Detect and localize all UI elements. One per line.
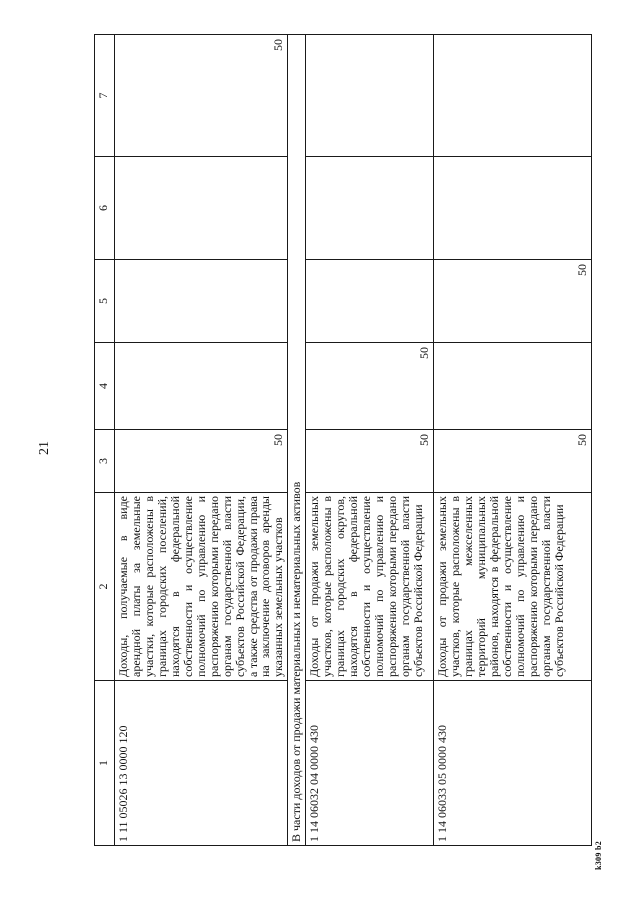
table-container	[94, 39, 612, 846]
header-row	[95, 35, 115, 846]
page-number: 21	[37, 441, 52, 455]
header-cell: 3	[95, 430, 115, 493]
row-value	[115, 157, 288, 260]
row-value: 50	[115, 430, 288, 493]
row-value: 50	[306, 430, 434, 493]
row-value: 50	[306, 343, 434, 430]
row-code: 1 11 05026 13 0000 120	[115, 681, 288, 846]
row-value	[306, 260, 434, 343]
revenue-table	[94, 34, 592, 846]
header-cell: 6	[95, 157, 115, 260]
row-value	[115, 260, 288, 343]
row-value	[306, 157, 434, 260]
rotated-table-wrapper	[94, 39, 612, 846]
row-name: Доходы от продажи земельных участков, которые расположены в границах городских округов, находятся в федеральной собственности и осуществление полномочий по управлению и распоряжению которыми передано органам государственной власти субъектов Российской Федерации	[306, 493, 434, 681]
row-value	[115, 343, 288, 430]
row-code: 1 14 06032 04 0000 430	[306, 681, 434, 846]
header-cell: 1	[95, 681, 115, 846]
row-value: 50	[115, 35, 288, 157]
section-title: В части доходов от продажи материальных и нематериальных активов	[288, 35, 306, 846]
section-row	[288, 35, 306, 846]
header-cell: 2	[95, 493, 115, 681]
table-row	[306, 35, 434, 846]
row-value	[434, 157, 592, 260]
row-value: 50	[434, 430, 592, 493]
row-value	[434, 35, 592, 157]
row-name: Доходы от продажи земельных участков, которые расположены в границах межселенных территорий муниципальных районов, находятся в федеральной собственности и осуществление полномочий по управлению и распоряжению которыми передано органам государственной власти субъектов Российской Федерации	[434, 493, 592, 681]
row-value	[434, 343, 592, 430]
header-cell: 7	[95, 35, 115, 157]
print-code: k309 b2	[594, 841, 603, 870]
row-value	[306, 35, 434, 157]
row-name: Доходы, получаемые в виде арендной платы за земельные участки, которые расположены в границах городских поселений, находятся в федеральной собственности и осуществление полномочий по управлению и распоряжению которыми передано органам государственной власти субъектов Российской Федерации, а также средства от продажи права на заключение договоров аренды указанных земельных участков	[115, 493, 288, 681]
table-row	[115, 35, 288, 846]
row-code: 1 14 06033 05 0000 430	[434, 681, 592, 846]
header-cell: 4	[95, 343, 115, 430]
table-row	[434, 35, 592, 846]
header-cell: 5	[95, 260, 115, 343]
row-value: 50	[434, 260, 592, 343]
